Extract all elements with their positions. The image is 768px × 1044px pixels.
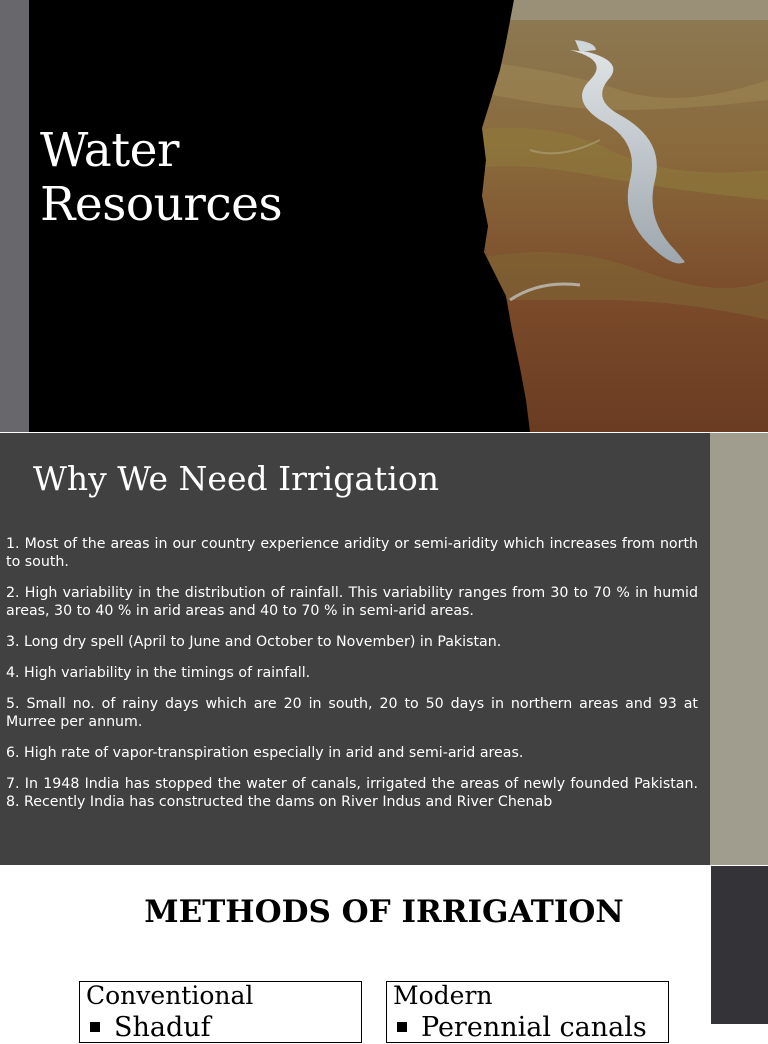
reasons-list [6, 535, 698, 824]
title-line-2: Resources [40, 177, 283, 232]
left-accent-strip [0, 0, 29, 432]
reason-item: 1. Most of the areas in our country experience aridity or semi-aridity which increases from north to south. [6, 536, 698, 570]
content-panel [0, 433, 710, 865]
title-line-1: Water [40, 123, 179, 178]
slide-title [40, 124, 440, 232]
reason-item: 7. In 1948 India has stopped the water of canals, irrigated the areas of newly founded Pakistan. 8. Recently India has constructed the dams on River Indus and River Chenab [6, 776, 698, 810]
reason-item: 5. Small no. of rainy days which are 20 in south, 20 to 50 days in northern areas and 93 at Murree per annum. [6, 696, 698, 730]
square-bullet-icon [90, 1022, 100, 1032]
box-title: Modern [393, 981, 493, 1010]
method-item [393, 1012, 647, 1044]
right-accent-strip [711, 866, 768, 1024]
box-title: Conventional [86, 981, 254, 1010]
modern-methods-box [386, 981, 669, 1043]
reason-item: 3. Long dry spell (April to June and October to November) in Pakistan. [6, 634, 502, 650]
method-item [86, 1012, 211, 1044]
slide-heading: Why We Need Irrigation [33, 459, 439, 498]
right-accent-strip [710, 433, 768, 865]
irrigation-reasons-slide [0, 432, 768, 866]
reason-item: 6. High rate of vapor-transpiration especially in arid and semi-arid areas. [6, 745, 524, 761]
square-bullet-icon [397, 1022, 407, 1032]
method-item-label: Perennial canals [421, 1012, 647, 1043]
conventional-methods-box [79, 981, 362, 1043]
marsh-river-photo [470, 0, 768, 432]
title-slide [0, 0, 768, 432]
reason-item: 4. High variability in the timings of rainfall. [6, 665, 311, 681]
method-item-label: Shaduf [114, 1012, 211, 1043]
reason-item: 2. High variability in the distribution of rainfall. This variability ranges from 30 to 70 % in humid areas, 30 to 40 % in arid areas and 40 to 70 % in semi-arid areas. [6, 585, 698, 619]
slide-heading: METHODS OF IRRIGATION [144, 894, 624, 930]
irrigation-methods-slide [0, 866, 768, 1043]
